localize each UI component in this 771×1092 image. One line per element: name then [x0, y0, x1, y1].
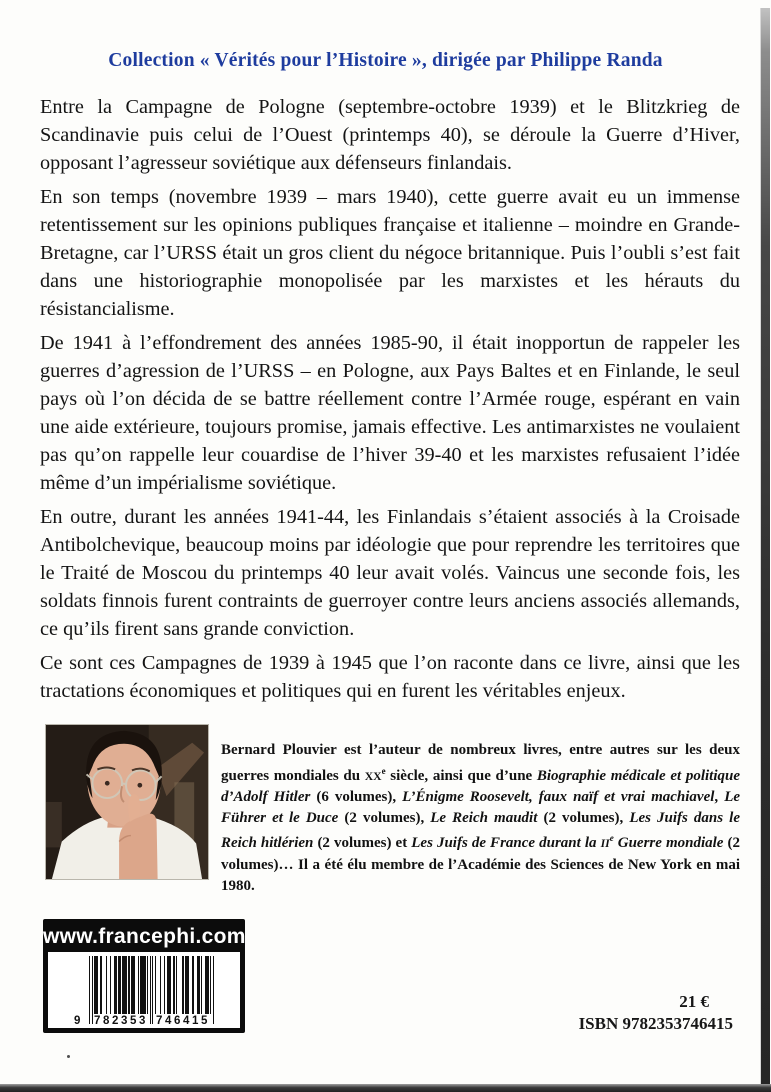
author-bio — [221, 740, 740, 896]
synopsis-paragraph: En outre, durant les années 1941-44, les Finlandais s’étaient associés à la Croisade Antibolchevique, beaucoup moins par idéologie que pour reprendre les territoires que le Traité de Moscou du printemps 40 leur avait volés. Vaincus une seconde fois, les soldats finnois furent contraints de guerroyer contre leurs anciens associés allemands, ce qu’ils firent sans grande conviction. — [40, 506, 740, 640]
synopsis-paragraph: Ce sont ces Campagnes de 1939 à 1945 que l’on raconte dans ce livre, ainsi que les tractations économiques et politiques qui en furent les véritables enjeux. — [40, 652, 740, 702]
bio-segment: (2 volumes), — [537, 809, 630, 826]
scan-edge-right — [760, 8, 770, 1092]
bio-segment: Bernard Plouvier est l’auteur de nombreux livres, entre autres sur les deux guerres mondiales du — [221, 742, 740, 784]
bio-segment: Guerre mondiale — [613, 835, 724, 852]
bio-segment: , — [714, 789, 725, 806]
barcode-digits-left: 782353 — [94, 1015, 148, 1027]
barcode-digits-right: 746415 — [156, 1015, 210, 1027]
bio-segment: Les Juifs de France durant la — [411, 835, 601, 852]
barcode-digit-first: 9 — [74, 1015, 81, 1027]
publisher-barcode-block — [43, 919, 245, 1033]
bio-segment: L’Énigme Roosevelt, faux naïf et vrai machiavel — [402, 789, 715, 806]
bio-segment: e — [609, 833, 614, 844]
bio-segment: II — [600, 837, 610, 851]
scan-edge-bottom — [0, 1084, 771, 1092]
collection-header: Collection « Vérités pour l’Histoire », dirigée par Philippe Randa — [108, 50, 663, 71]
synopsis-paragraph: En son temps (novembre 1939 – mars 1940), cette guerre avait eu un immense retentissement sur les opinions publiques française et italienne – moindre en Grande-Bretagne, car l’URSS était un gros client du négoce britannique. Puis l’oubli s’est fait dans une historiographie monopolisée par les marxistes et les hérauts du résistancialisme. — [40, 186, 740, 320]
isbn: ISBN 9782353746415 — [578, 1014, 733, 1033]
scan-speck — [67, 1055, 70, 1058]
bio-segment: Le Führer et le Duce — [221, 789, 741, 826]
bio-segment: Biographie médicale et politique d’Adolf Hitler — [221, 767, 741, 806]
price: 21 € — [679, 992, 709, 1011]
bio-segment: (6 volumes), — [310, 789, 403, 806]
synopsis-paragraph: De 1941 à l’effondrement des années 1985-90, il était inopportun de rappeler les guerres d’agression de l’URSS – en Pologne, aux Pays Baltes et en Finlande, le seul pays où l’on décida de se battre réellement contre l’Armée rouge, espérant en vain une aide extérieure, toujours promise, jamais effective. Les antimarxistes ne voulaient pas qu’on rappelle leur couardise de l’hiver 39-40 et les marxistes refusaient l’idée même d’un impérialisme soviétique. — [40, 332, 740, 494]
publisher-website: www.francephi.com — [43, 925, 246, 948]
author-photo — [45, 724, 209, 880]
synopsis-paragraph: Entre la Campagne de Pologne (septembre-octobre 1939) et le Blitzkrieg de Scandinavie puis celui de l’Ouest (printemps 40), se déroule la Guerre d’Hiver, opposant l’agresseur soviétique aux défenseurs finlandais. — [40, 96, 740, 174]
author-portrait-image — [46, 725, 208, 879]
bio-segment: Les Juifs dans le Reich hitlérien — [221, 809, 740, 852]
bio-segment: e — [381, 765, 386, 776]
bio-segment: (2 volumes) et — [313, 835, 412, 852]
bio-segment: siècle, ainsi que d’une — [385, 767, 537, 784]
synopsis — [40, 93, 740, 711]
barcode-panel — [48, 952, 240, 1028]
bio-segment: Le Reich maudit — [430, 809, 538, 826]
bio-segment: (2 volumes)… Il a été élu membre de l’Académie des Sciences de New York en mai 1980. — [221, 835, 741, 894]
bio-segment: XX — [364, 769, 382, 783]
bio-segment: (2 volumes), — [338, 809, 431, 826]
